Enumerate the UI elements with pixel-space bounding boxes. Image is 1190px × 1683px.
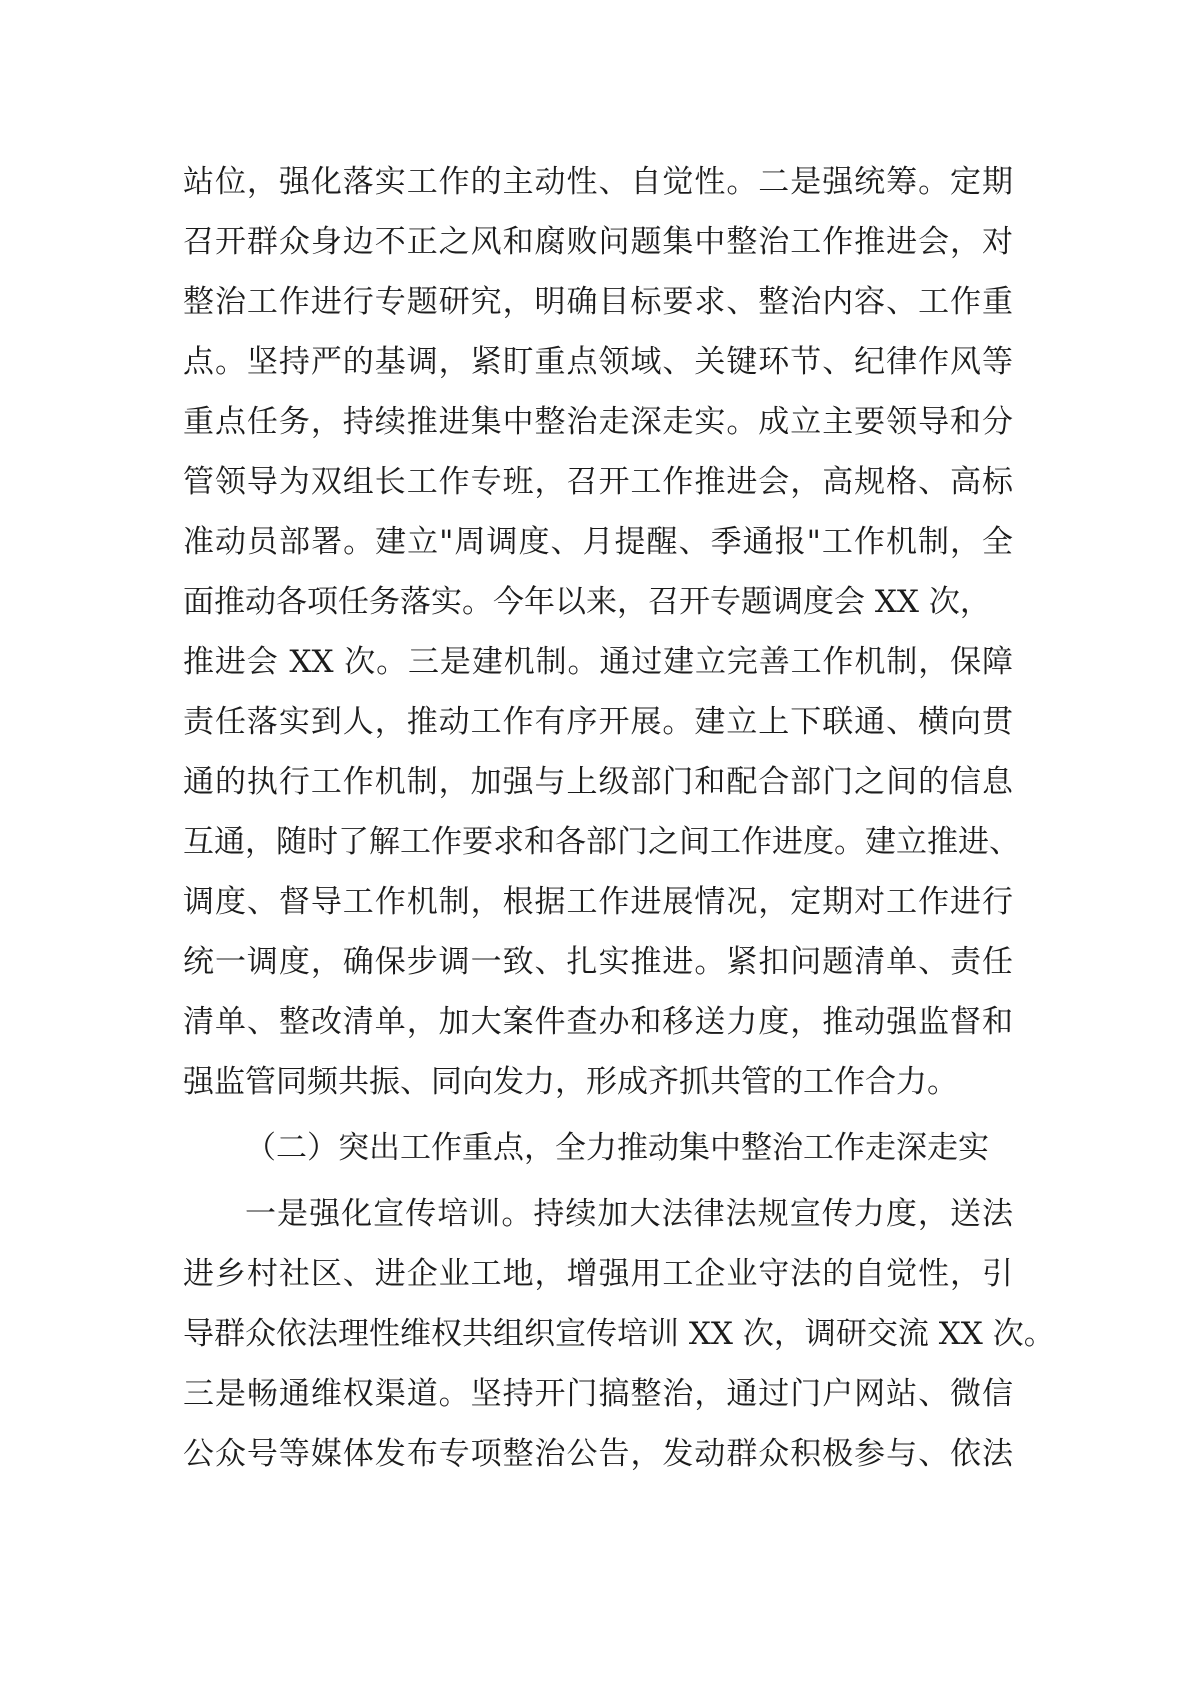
paragraph-line: 三是畅通维权渠道。坚持开门搞整治，通过门户网站、微信 — [183, 1376, 1013, 1412]
paragraph-line: 召开群众身边不正之风和腐败问题集中整治工作推进会，对 — [183, 224, 1013, 260]
paragraph-line: 责任落实到人，推动工作有序开展。建立上下联通、横向贯 — [183, 704, 1013, 740]
paragraph-line: 准动员部署。建立"周调度、月提醒、季通报"工作机制，全 — [183, 524, 1013, 560]
paragraph-line: 站位，强化落实工作的主动性、自觉性。二是强统筹。定期 — [183, 164, 1013, 200]
paragraph-line: 清单、整改清单，加大案件查办和移送力度，推动强监督和 — [183, 1004, 1013, 1040]
section-heading: （二）突出工作重点，全力推动集中整治工作走深走实 — [245, 1130, 989, 1166]
paragraph-line: 重点任务，持续推进集中整治走深走实。成立主要领导和分 — [183, 404, 1013, 440]
paragraph-line: 调度、督导工作机制，根据工作进展情况，定期对工作进行 — [183, 884, 1013, 920]
paragraph-line: 强监管同频共振、同向发力，形成齐抓共管的工作合力。 — [183, 1064, 958, 1100]
paragraph-line: 推进会 XX 次。三是建机制。通过建立完善工作机制，保障 — [183, 644, 1013, 680]
paragraph-line: 整治工作进行专题研究，明确目标要求、整治内容、工作重 — [183, 284, 1013, 320]
paragraph-line: 统一调度，确保步调一致、扎实推进。紧扣问题清单、责任 — [183, 944, 1013, 980]
paragraph-line: 导群众依法理性维权共组织宣传培训 XX 次，调研交流 XX 次。 — [183, 1316, 1055, 1352]
paragraph-line: 点。坚持严的基调，紧盯重点领域、关键环节、纪律作风等 — [183, 344, 1013, 380]
paragraph-line: 公众号等媒体发布专项整治公告，发动群众积极参与、依法 — [183, 1436, 1013, 1472]
paragraph-line: 进乡村社区、进企业工地，增强用工企业守法的自觉性，引 — [183, 1256, 1013, 1292]
document-body — [183, 152, 1055, 1484]
paragraph-line: 一是强化宣传培训。持续加大法律法规宣传力度，送法 — [245, 1196, 1013, 1232]
paragraph-line: 互通，随时了解工作要求和各部门之间工作进度。建立推进、 — [183, 824, 1020, 860]
paragraph-line: 管领导为双组长工作专班，召开工作推进会，高规格、高标 — [183, 464, 1013, 500]
paragraph-line: 面推动各项任务落实。今年以来，召开专题调度会 XX 次， — [183, 584, 991, 620]
paragraph-line: 通的执行工作机制，加强与上级部门和配合部门之间的信息 — [183, 764, 1013, 800]
